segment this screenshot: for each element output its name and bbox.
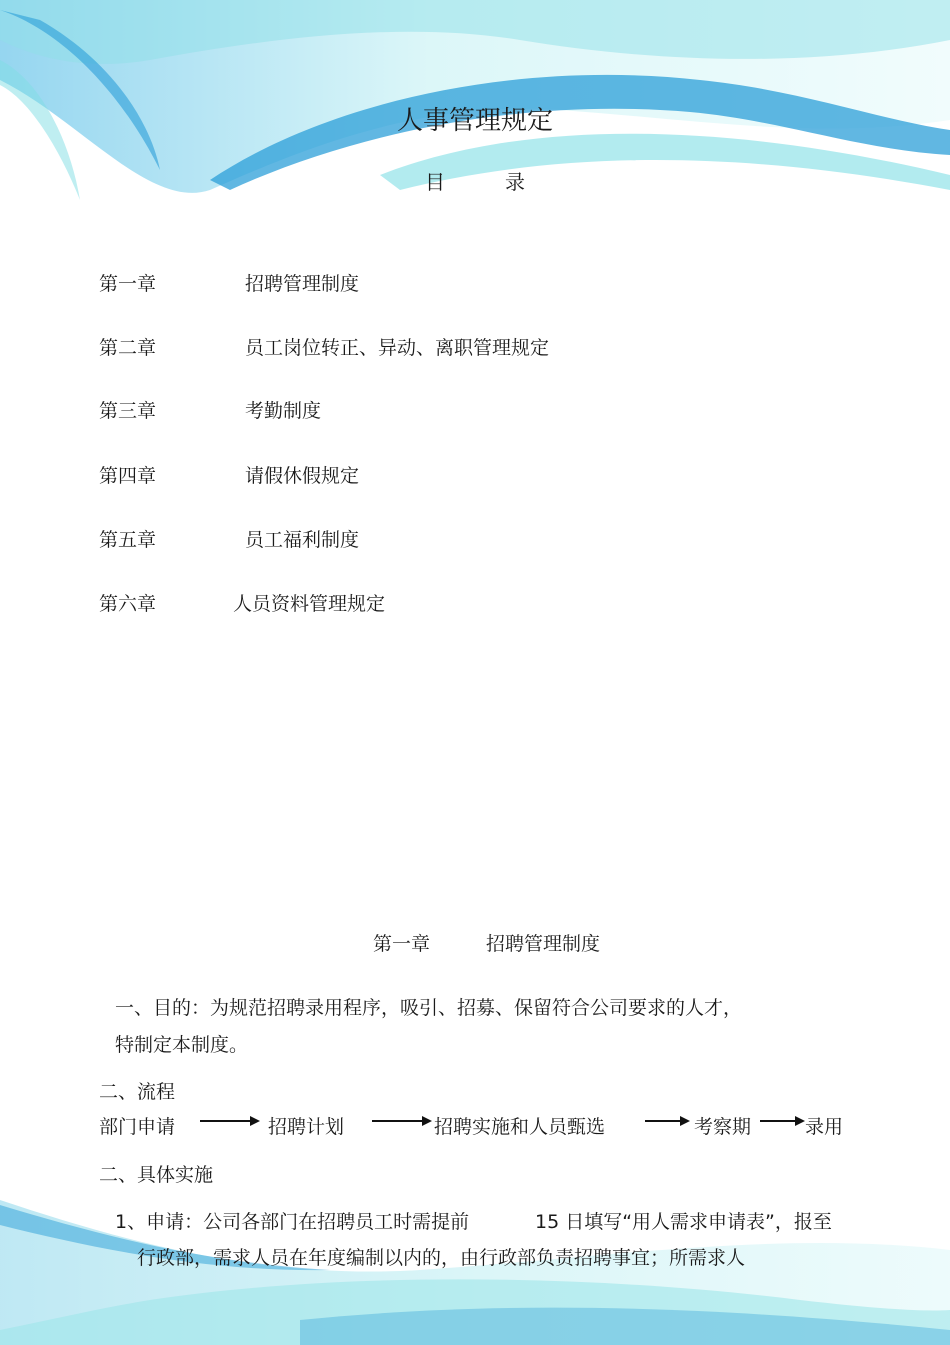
toc-name-1: 招聘管理制度 <box>245 273 360 295</box>
purpose-line-2: 特制定本制度。 <box>115 1034 249 1056</box>
toc-chapter-3: 第三章 <box>99 400 157 422</box>
toc-name-5: 员工福利制度 <box>245 529 360 551</box>
arrow-icon <box>372 1113 432 1129</box>
chapter1-number: 第一章 <box>373 933 431 955</box>
process-step-2: 招聘计划 <box>268 1116 345 1138</box>
arrow-icon <box>760 1113 805 1129</box>
toc-chapter-1: 第一章 <box>99 273 157 295</box>
document-title: 人事管理规定 <box>396 106 553 136</box>
process-step-1: 部门申请 <box>99 1116 176 1138</box>
toc-name-2: 员工岗位转正、异动、离职管理规定 <box>245 337 550 359</box>
toc-name-6: 人员资料管理规定 <box>233 593 386 615</box>
item1-line2: 行政部，需求人员在年度编制以内的，由行政部负责招聘事宜；所需求人 <box>137 1247 746 1269</box>
toc-heading <box>0 166 950 195</box>
toc-chapter-5: 第五章 <box>99 529 157 551</box>
implementation-heading: 二、具体实施 <box>99 1164 214 1186</box>
purpose-line-1: 一、目的：为规范招聘录用程序，吸引、招募、保留符合公司要求的人才， <box>115 997 743 1019</box>
process-heading: 二、流程 <box>99 1081 176 1103</box>
process-step-3: 招聘实施和人员甄选 <box>434 1116 606 1138</box>
item1-line1-b: 15 日填写“用人需求申请表”，报至 <box>535 1211 832 1233</box>
process-step-4: 考察期 <box>694 1116 752 1138</box>
toc-chapter-4: 第四章 <box>99 465 157 487</box>
arrow-icon <box>200 1113 260 1129</box>
toc-heading-right: 录 <box>505 170 525 194</box>
arrow-icon <box>645 1113 690 1129</box>
process-step-5: 录用 <box>805 1116 844 1138</box>
toc-name-3: 考勤制度 <box>245 400 322 422</box>
toc-chapter-6: 第六章 <box>99 593 157 615</box>
toc-name-4: 请假休假规定 <box>245 465 360 487</box>
item1-line1-a: 1、申请：公司各部门在招聘员工时需提前 <box>115 1211 470 1233</box>
toc-chapter-2: 第二章 <box>99 337 157 359</box>
chapter1-title: 招聘管理制度 <box>486 933 601 955</box>
toc-heading-left: 目 <box>425 170 445 194</box>
